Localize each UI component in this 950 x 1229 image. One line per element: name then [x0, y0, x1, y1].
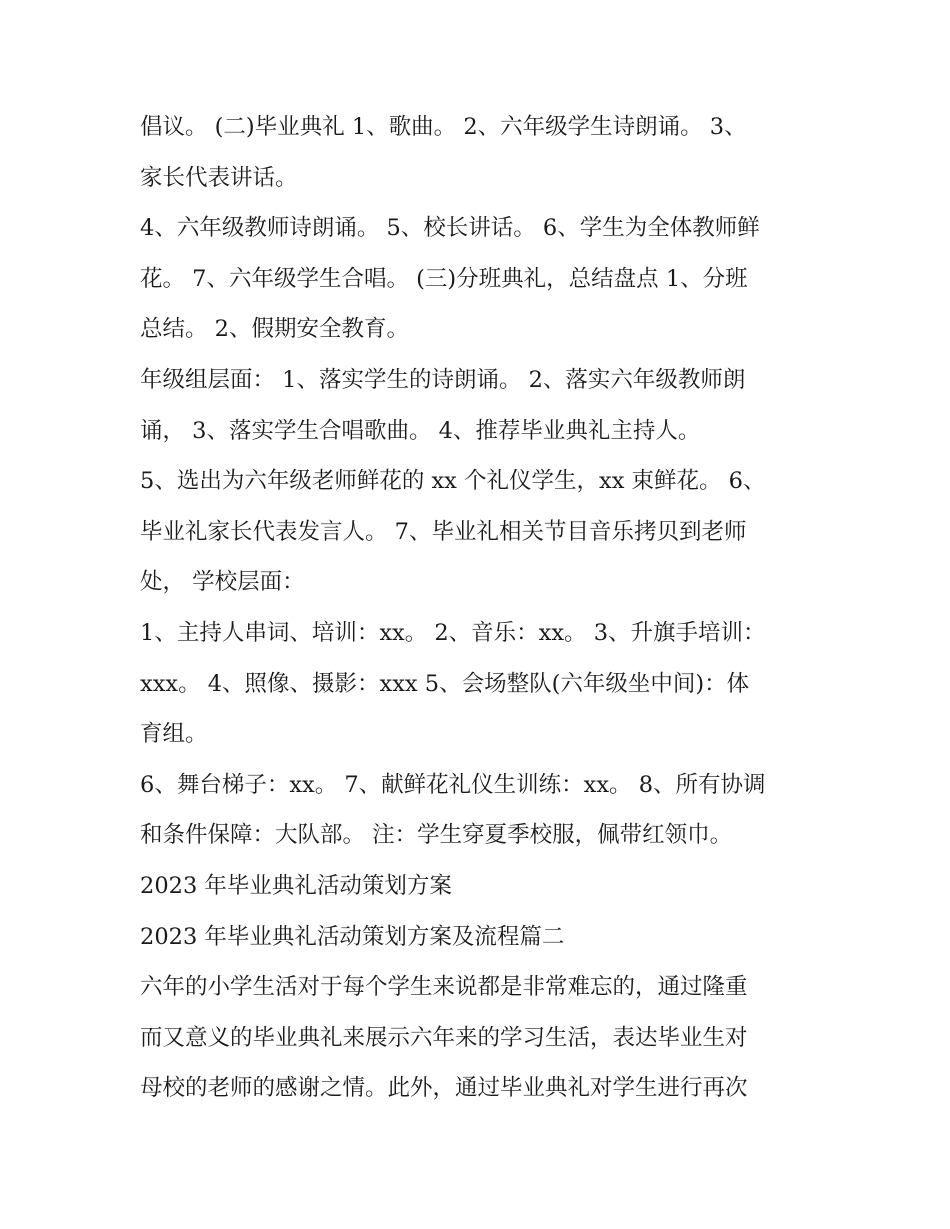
text-line: 而又意义的毕业典礼来展示六年来的学习生活，表达毕业生对 — [140, 1024, 748, 1051]
section-heading: 2023 年毕业典礼活动策划方案及流程篇二 — [140, 923, 565, 950]
text-line: 倡议。 (二)毕业典礼 1、歌曲。 2、六年级学生诗朗诵。 3、 — [140, 114, 747, 140]
text-line: 5、选出为六年级老师鲜花的 xx 个礼仪学生，xx 束鲜花。 6、 — [140, 468, 766, 495]
text-line: 6、舞台梯子：xx。 7、献鲜花礼仪生训练：xx。 8、所有协调 — [140, 771, 766, 798]
section-heading: 2023 年毕业典礼活动策划方案 — [140, 872, 452, 899]
text-line: 4、六年级教师诗朗诵。 5、校长讲话。 6、学生为全体教师鲜 — [140, 215, 760, 242]
text-line: 母校的老师的感谢之情。此外，通过毕业典礼对学生进行再次 — [140, 1075, 748, 1102]
text-line: 处， 学校层面： — [140, 569, 305, 596]
text-line: 育组。 — [140, 721, 208, 748]
text-line: 诵， 3、落实学生合唱歌曲。 4、推荐毕业典礼主持人。 — [140, 417, 701, 444]
text-line: 花。 7、六年级学生合唱。 (三)分班典礼，总结盘点 1、分班 — [140, 265, 748, 292]
text-line: 毕业礼家长代表发言人。 7、毕业礼相关节目音乐拷贝到老师 — [140, 518, 747, 545]
document-body — [140, 102, 820, 1114]
text-line: xxx。 4、照像、摄影：xxx 5、会场整队(六年级坐中间)：体 — [140, 670, 750, 697]
text-line: 1、主持人串词、培训：xx。 2、音乐：xx。 3、升旗手培训： — [140, 619, 766, 646]
text-line: 和条件保障：大队部。 注：学生穿夏季校服，佩带红领巾。 — [140, 822, 733, 849]
text-line: 家长代表讲话。 — [140, 164, 298, 191]
text-line: 年级组层面： 1、落实学生的诗朗诵。 2、落实六年级教师朗 — [140, 366, 746, 393]
text-line: 六年的小学生活对于每个学生来说都是非常难忘的，通过隆重 — [140, 974, 748, 1001]
text-line: 总结。 2、假期安全教育。 — [140, 316, 409, 343]
